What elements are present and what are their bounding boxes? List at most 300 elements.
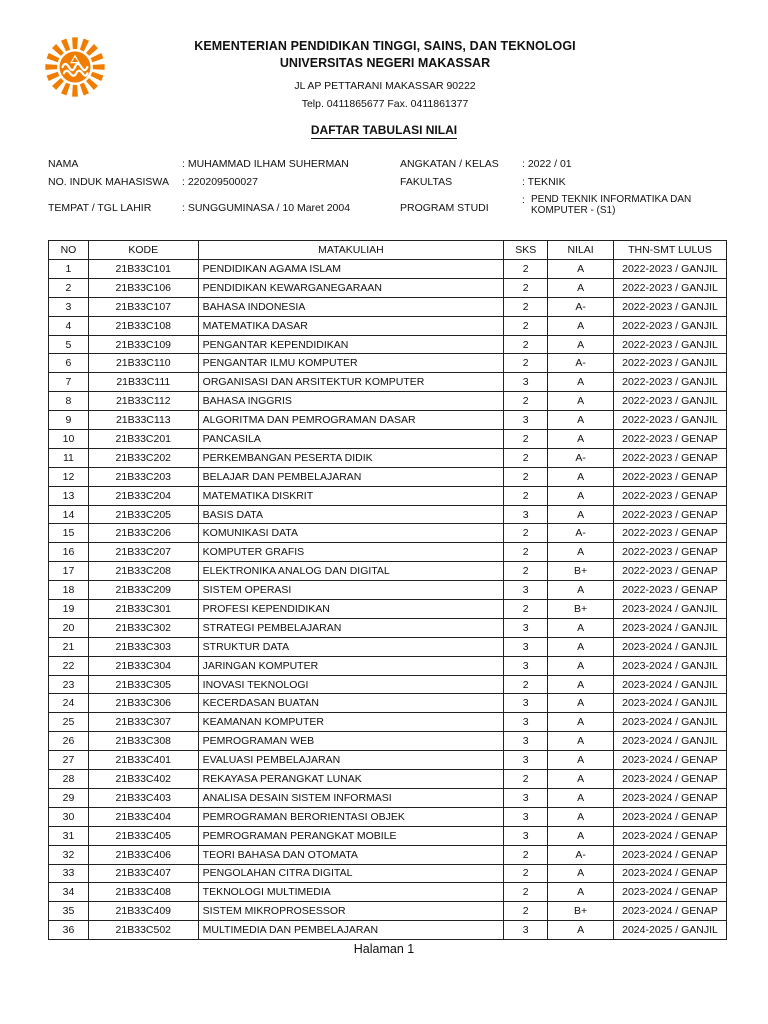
cell-thn-smt: 2023-2024 / GENAP xyxy=(614,883,727,902)
cell-no: 17 xyxy=(49,562,89,581)
logo-ray xyxy=(72,37,78,49)
cell-nilai: A xyxy=(548,713,614,732)
cell-matakuliah: PENGOLAHAN CITRA DIGITAL xyxy=(198,864,504,883)
logo-ray xyxy=(52,78,64,90)
cell-thn-smt: 2023-2024 / GENAP xyxy=(614,864,727,883)
cell-nilai: A xyxy=(548,505,614,524)
cell-kode: 21B33C403 xyxy=(88,788,198,807)
cell-kode: 21B33C201 xyxy=(88,430,198,449)
cell-sks: 2 xyxy=(504,845,548,864)
cell-kode: 21B33C113 xyxy=(88,411,198,430)
cell-kode: 21B33C111 xyxy=(88,373,198,392)
table-row xyxy=(49,297,727,316)
cell-matakuliah: BASIS DATA xyxy=(198,505,504,524)
header-thn-smt: THN-SMT LULUS xyxy=(614,241,727,260)
cell-sks: 2 xyxy=(504,524,548,543)
table-row xyxy=(49,845,727,864)
fakultas-label: FAKULTAS xyxy=(400,176,453,188)
cell-thn-smt: 2023-2024 / GENAP xyxy=(614,902,727,921)
cell-nilai: A xyxy=(548,278,614,297)
cell-thn-smt: 2022-2023 / GENAP xyxy=(614,562,727,581)
table-row xyxy=(49,902,727,921)
cell-kode: 21B33C401 xyxy=(88,751,198,770)
cell-matakuliah: PEMROGRAMAN WEB xyxy=(198,732,504,751)
cell-matakuliah: BAHASA INDONESIA xyxy=(198,297,504,316)
cell-thn-smt: 2023-2024 / GENAP xyxy=(614,751,727,770)
cell-nilai: A xyxy=(548,486,614,505)
cell-nilai: A xyxy=(548,618,614,637)
cell-nilai: A xyxy=(548,675,614,694)
cell-no: 3 xyxy=(49,297,89,316)
cell-kode: 21B33C502 xyxy=(88,921,198,940)
table-row xyxy=(49,751,727,770)
logo-ray xyxy=(91,53,104,62)
logo-ray xyxy=(45,64,57,70)
table-row xyxy=(49,807,727,826)
cell-matakuliah: PROFESI KEPENDIDIKAN xyxy=(198,600,504,619)
cell-matakuliah: MATEMATIKA DISKRIT xyxy=(198,486,504,505)
cell-nilai: A xyxy=(548,921,614,940)
header-no: NO xyxy=(49,241,89,260)
name-label: NAMA xyxy=(48,158,79,170)
table-row xyxy=(49,694,727,713)
cell-kode: 21B33C107 xyxy=(88,297,198,316)
cell-kode: 21B33C407 xyxy=(88,864,198,883)
cell-sks: 3 xyxy=(504,505,548,524)
cell-sks: 2 xyxy=(504,883,548,902)
logo-ray xyxy=(80,83,89,96)
table-row xyxy=(49,600,727,619)
info-row-nim xyxy=(48,176,728,194)
cell-no: 34 xyxy=(49,883,89,902)
cell-nilai: A xyxy=(548,335,614,354)
cell-sks: 3 xyxy=(504,411,548,430)
cell-no: 10 xyxy=(49,430,89,449)
cell-sks: 2 xyxy=(504,543,548,562)
cell-kode: 21B33C306 xyxy=(88,694,198,713)
table-row xyxy=(49,732,727,751)
cell-matakuliah: KOMPUTER GRAFIS xyxy=(198,543,504,562)
cell-matakuliah: PENGANTAR ILMU KOMPUTER xyxy=(198,354,504,373)
cell-nilai: A xyxy=(548,770,614,789)
name-value: : MUHAMMAD ILHAM SUHERMAN xyxy=(182,158,349,170)
cell-kode: 21B33C203 xyxy=(88,467,198,486)
cell-sks: 2 xyxy=(504,335,548,354)
cell-sks: 3 xyxy=(504,694,548,713)
cell-no: 20 xyxy=(49,618,89,637)
grades-table xyxy=(48,240,727,940)
cell-kode: 21B33C106 xyxy=(88,278,198,297)
cell-sks: 3 xyxy=(504,732,548,751)
logo-ray xyxy=(93,64,105,70)
cell-matakuliah: PERKEMBANGAN PESERTA DIDIK xyxy=(198,448,504,467)
cell-kode: 21B33C209 xyxy=(88,581,198,600)
cell-kode: 21B33C405 xyxy=(88,826,198,845)
cell-nilai: A xyxy=(548,637,614,656)
table-row xyxy=(49,543,727,562)
cell-kode: 21B33C208 xyxy=(88,562,198,581)
cell-no: 6 xyxy=(49,354,89,373)
nim-label: NO. INDUK MAHASISWA xyxy=(48,176,169,188)
cell-thn-smt: 2023-2024 / GANJIL xyxy=(614,600,727,619)
cell-matakuliah: TEORI BAHASA DAN OTOMATA xyxy=(198,845,504,864)
cell-matakuliah: JARINGAN KOMPUTER xyxy=(198,656,504,675)
cell-thn-smt: 2023-2024 / GANJIL xyxy=(614,618,727,637)
cell-no: 7 xyxy=(49,373,89,392)
cell-no: 35 xyxy=(49,902,89,921)
cell-thn-smt: 2022-2023 / GANJIL xyxy=(614,278,727,297)
cell-thn-smt: 2023-2024 / GANJIL xyxy=(614,675,727,694)
cell-nilai: A xyxy=(548,411,614,430)
cell-thn-smt: 2022-2023 / GENAP xyxy=(614,486,727,505)
cell-matakuliah: KECERDASAN BUATAN xyxy=(198,694,504,713)
cell-nilai: A- xyxy=(548,297,614,316)
cell-kode: 21B33C404 xyxy=(88,807,198,826)
logo-ray xyxy=(52,44,64,56)
cell-matakuliah: REKAYASA PERANGKAT LUNAK xyxy=(198,770,504,789)
cell-no: 30 xyxy=(49,807,89,826)
ministry-name: KEMENTERIAN PENDIDIKAN TINGGI, SAINS, DAN TEKNOLOGI xyxy=(194,39,576,53)
cell-no: 14 xyxy=(49,505,89,524)
cell-matakuliah: EVALUASI PEMBELAJARAN xyxy=(198,751,504,770)
cell-no: 2 xyxy=(49,278,89,297)
table-row xyxy=(49,713,727,732)
cell-matakuliah: KEAMANAN KOMPUTER xyxy=(198,713,504,732)
page-number: Halaman 1 xyxy=(353,942,415,956)
prodi-text: PEND TEKNIK INFORMATIKA DAN KOMPUTER - (S1) xyxy=(531,194,692,216)
cell-sks: 2 xyxy=(504,448,548,467)
cell-nilai: A xyxy=(548,807,614,826)
cell-sks: 2 xyxy=(504,675,548,694)
cell-kode: 21B33C301 xyxy=(88,600,198,619)
table-row xyxy=(49,505,727,524)
cell-sks: 2 xyxy=(504,562,548,581)
cell-matakuliah: PEMROGRAMAN BERORIENTASI OBJEK xyxy=(198,807,504,826)
cell-no: 23 xyxy=(49,675,89,694)
logo-ray xyxy=(72,85,78,97)
cell-nilai: A xyxy=(548,883,614,902)
cell-matakuliah: INOVASI TEKNOLOGI xyxy=(198,675,504,694)
cell-kode: 21B33C112 xyxy=(88,392,198,411)
header-sks: SKS xyxy=(504,241,548,260)
cell-matakuliah: SISTEM MIKROPROSESSOR xyxy=(198,902,504,921)
cell-no: 15 xyxy=(49,524,89,543)
table-row xyxy=(49,392,727,411)
table-row xyxy=(49,260,727,279)
cell-kode: 21B33C409 xyxy=(88,902,198,921)
cell-matakuliah: PEMROGRAMAN PERANGKAT MOBILE xyxy=(198,826,504,845)
document-title-text: DAFTAR TABULASI NILAI xyxy=(310,123,458,137)
cell-thn-smt: 2023-2024 / GANJIL xyxy=(614,694,727,713)
cell-matakuliah: STRUKTUR DATA xyxy=(198,637,504,656)
cell-kode: 21B33C110 xyxy=(88,354,198,373)
cell-sks: 2 xyxy=(504,902,548,921)
cell-sks: 2 xyxy=(504,467,548,486)
cell-sks: 3 xyxy=(504,618,548,637)
university-address: JL AP PETTARANI MAKASSAR 90222 xyxy=(294,80,476,92)
cell-thn-smt: 2023-2024 / GANJIL xyxy=(614,637,727,656)
document-title xyxy=(0,123,768,137)
cell-kode: 21B33C408 xyxy=(88,883,198,902)
cell-no: 16 xyxy=(49,543,89,562)
cell-sks: 3 xyxy=(504,921,548,940)
cell-nilai: B+ xyxy=(548,600,614,619)
cell-sks: 2 xyxy=(504,278,548,297)
cell-nilai: A xyxy=(548,788,614,807)
cell-matakuliah: KOMUNIKASI DATA xyxy=(198,524,504,543)
cell-thn-smt: 2022-2023 / GENAP xyxy=(614,448,727,467)
cell-thn-smt: 2023-2024 / GENAP xyxy=(614,845,727,864)
cell-no: 4 xyxy=(49,316,89,335)
cell-sks: 3 xyxy=(504,637,548,656)
table-row xyxy=(49,467,727,486)
table-row xyxy=(49,448,727,467)
table-row xyxy=(49,562,727,581)
birth-label: TEMPAT / TGL LAHIR xyxy=(48,202,152,214)
cell-thn-smt: 2023-2024 / GENAP xyxy=(614,788,727,807)
table-row xyxy=(49,864,727,883)
cell-matakuliah: PANCASILA xyxy=(198,430,504,449)
cell-no: 18 xyxy=(49,581,89,600)
cell-thn-smt: 2022-2023 / GENAP xyxy=(614,505,727,524)
table-row xyxy=(49,921,727,940)
cell-no: 26 xyxy=(49,732,89,751)
cell-thn-smt: 2022-2023 / GANJIL xyxy=(614,297,727,316)
cell-nilai: A xyxy=(548,543,614,562)
table-row xyxy=(49,354,727,373)
cell-matakuliah: ORGANISASI DAN ARSITEKTUR KOMPUTER xyxy=(198,373,504,392)
cell-sks: 2 xyxy=(504,354,548,373)
cell-kode: 21B33C204 xyxy=(88,486,198,505)
cell-sks: 3 xyxy=(504,807,548,826)
cell-nilai: A xyxy=(548,694,614,713)
cell-no: 36 xyxy=(49,921,89,940)
cell-no: 8 xyxy=(49,392,89,411)
cell-sks: 3 xyxy=(504,751,548,770)
cell-no: 19 xyxy=(49,600,89,619)
cell-thn-smt: 2022-2023 / GENAP xyxy=(614,543,727,562)
logo-ray xyxy=(86,78,98,90)
table-row xyxy=(49,524,727,543)
cell-no: 1 xyxy=(49,260,89,279)
angkatan-label: ANGKATAN / KELAS xyxy=(400,158,499,170)
cell-no: 24 xyxy=(49,694,89,713)
info-row-birth xyxy=(48,194,728,222)
cell-no: 5 xyxy=(49,335,89,354)
cell-sks: 2 xyxy=(504,297,548,316)
cell-kode: 21B33C202 xyxy=(88,448,198,467)
cell-sks: 2 xyxy=(504,260,548,279)
cell-nilai: A xyxy=(548,260,614,279)
cell-nilai: A xyxy=(548,467,614,486)
cell-sks: 2 xyxy=(504,770,548,789)
cell-matakuliah: PENDIDIKAN KEWARGANEGARAAN xyxy=(198,278,504,297)
cell-nilai: A- xyxy=(548,524,614,543)
cell-thn-smt: 2022-2023 / GENAP xyxy=(614,581,727,600)
prodi-label: PROGRAM STUDI xyxy=(400,202,489,214)
table-row xyxy=(49,788,727,807)
table-row xyxy=(49,826,727,845)
cell-nilai: A xyxy=(548,581,614,600)
logo-ray xyxy=(61,39,70,52)
cell-kode: 21B33C305 xyxy=(88,675,198,694)
table-header-row xyxy=(49,241,727,260)
table-row xyxy=(49,373,727,392)
cell-thn-smt: 2023-2024 / GENAP xyxy=(614,807,727,826)
cell-nilai: B+ xyxy=(548,562,614,581)
cell-no: 13 xyxy=(49,486,89,505)
cell-nilai: A xyxy=(548,316,614,335)
table-row xyxy=(49,883,727,902)
cell-no: 25 xyxy=(49,713,89,732)
cell-kode: 21B33C308 xyxy=(88,732,198,751)
logo-ray xyxy=(61,83,70,96)
cell-kode: 21B33C302 xyxy=(88,618,198,637)
cell-nilai: A xyxy=(548,392,614,411)
fakultas-value: : TEKNIK xyxy=(522,176,566,188)
cell-sks: 3 xyxy=(504,373,548,392)
cell-sks: 3 xyxy=(504,581,548,600)
grades-table-body xyxy=(49,260,727,940)
cell-kode: 21B33C303 xyxy=(88,637,198,656)
cell-sks: 2 xyxy=(504,392,548,411)
cell-thn-smt: 2022-2023 / GANJIL xyxy=(614,354,727,373)
cell-matakuliah: ANALISA DESAIN SISTEM INFORMASI xyxy=(198,788,504,807)
cell-thn-smt: 2023-2024 / GANJIL xyxy=(614,732,727,751)
cell-sks: 2 xyxy=(504,430,548,449)
cell-nilai: A xyxy=(548,826,614,845)
cell-sks: 2 xyxy=(504,486,548,505)
cell-thn-smt: 2022-2023 / GANJIL xyxy=(614,373,727,392)
table-row xyxy=(49,278,727,297)
cell-thn-smt: 2023-2024 / GANJIL xyxy=(614,656,727,675)
cell-matakuliah: MATEMATIKA DASAR xyxy=(198,316,504,335)
cell-matakuliah: PENDIDIKAN AGAMA ISLAM xyxy=(198,260,504,279)
cell-nilai: A- xyxy=(548,354,614,373)
cell-no: 28 xyxy=(49,770,89,789)
cell-thn-smt: 2023-2024 / GENAP xyxy=(614,770,727,789)
cell-nilai: A- xyxy=(548,448,614,467)
logo-ray xyxy=(80,39,89,52)
university-logo-icon xyxy=(44,36,106,98)
cell-matakuliah: STRATEGI PEMBELAJARAN xyxy=(198,618,504,637)
cell-no: 21 xyxy=(49,637,89,656)
table-row xyxy=(49,581,727,600)
table-row xyxy=(49,486,727,505)
cell-matakuliah: MULTIMEDIA DAN PEMBELAJARAN xyxy=(198,921,504,940)
cell-sks: 3 xyxy=(504,656,548,675)
cell-thn-smt: 2022-2023 / GANJIL xyxy=(614,392,727,411)
cell-kode: 21B33C406 xyxy=(88,845,198,864)
info-row-name xyxy=(48,158,728,176)
cell-no: 33 xyxy=(49,864,89,883)
cell-matakuliah: PENGANTAR KEPENDIDIKAN xyxy=(198,335,504,354)
cell-no: 12 xyxy=(49,467,89,486)
student-info xyxy=(48,158,728,222)
cell-kode: 21B33C304 xyxy=(88,656,198,675)
cell-nilai: A xyxy=(548,751,614,770)
cell-thn-smt: 2022-2023 / GANJIL xyxy=(614,316,727,335)
cell-sks: 3 xyxy=(504,826,548,845)
cell-no: 22 xyxy=(49,656,89,675)
cell-sks: 2 xyxy=(504,864,548,883)
nim-value: : 220209500027 xyxy=(182,176,258,188)
cell-kode: 21B33C205 xyxy=(88,505,198,524)
cell-thn-smt: 2022-2023 / GANJIL xyxy=(614,411,727,430)
header-matakuliah: MATAKULIAH xyxy=(198,241,504,260)
cell-matakuliah: ELEKTRONIKA ANALOG DAN DIGITAL xyxy=(198,562,504,581)
logo-ray xyxy=(91,72,104,81)
prodi-colon: : xyxy=(522,194,525,206)
cell-thn-smt: 2024-2025 / GANJIL xyxy=(614,921,727,940)
table-row xyxy=(49,770,727,789)
table-row xyxy=(49,411,727,430)
cell-matakuliah: SISTEM OPERASI xyxy=(198,581,504,600)
table-row xyxy=(49,618,727,637)
cell-kode: 21B33C206 xyxy=(88,524,198,543)
cell-nilai: B+ xyxy=(548,902,614,921)
cell-thn-smt: 2023-2024 / GANJIL xyxy=(614,713,727,732)
cell-no: 32 xyxy=(49,845,89,864)
header-nilai: NILAI xyxy=(548,241,614,260)
cell-matakuliah: TEKNOLOGI MULTIMEDIA xyxy=(198,883,504,902)
birth-value: : SUNGGUMINASA / 10 Maret 2004 xyxy=(182,202,351,214)
university-phone: Telp. 0411865677 Fax. 0411861377 xyxy=(301,98,469,110)
letterhead xyxy=(150,38,620,112)
cell-no: 9 xyxy=(49,411,89,430)
cell-nilai: A xyxy=(548,864,614,883)
header-kode: KODE xyxy=(88,241,198,260)
cell-no: 31 xyxy=(49,826,89,845)
cell-sks: 2 xyxy=(504,316,548,335)
cell-sks: 3 xyxy=(504,788,548,807)
table-row xyxy=(49,430,727,449)
table-row xyxy=(49,675,727,694)
logo-ray xyxy=(47,53,60,62)
table-row xyxy=(49,656,727,675)
cell-nilai: A xyxy=(548,373,614,392)
cell-thn-smt: 2022-2023 / GENAP xyxy=(614,467,727,486)
logo-ray xyxy=(47,72,60,81)
table-row xyxy=(49,316,727,335)
cell-kode: 21B33C101 xyxy=(88,260,198,279)
cell-kode: 21B33C109 xyxy=(88,335,198,354)
cell-kode: 21B33C307 xyxy=(88,713,198,732)
cell-kode: 21B33C402 xyxy=(88,770,198,789)
table-row xyxy=(49,335,727,354)
logo-ray xyxy=(86,44,98,56)
cell-kode: 21B33C108 xyxy=(88,316,198,335)
cell-sks: 2 xyxy=(504,600,548,619)
table-row xyxy=(49,637,727,656)
cell-thn-smt: 2022-2023 / GANJIL xyxy=(614,260,727,279)
cell-sks: 3 xyxy=(504,713,548,732)
cell-thn-smt: 2022-2023 / GENAP xyxy=(614,524,727,543)
cell-thn-smt: 2022-2023 / GANJIL xyxy=(614,335,727,354)
cell-kode: 21B33C207 xyxy=(88,543,198,562)
cell-matakuliah: BAHASA INGGRIS xyxy=(198,392,504,411)
cell-nilai: A xyxy=(548,430,614,449)
angkatan-value: : 2022 / 01 xyxy=(522,158,572,170)
cell-nilai: A xyxy=(548,732,614,751)
cell-matakuliah: BELAJAR DAN PEMBELAJARAN xyxy=(198,467,504,486)
cell-nilai: A xyxy=(548,656,614,675)
cell-thn-smt: 2023-2024 / GENAP xyxy=(614,826,727,845)
cell-no: 29 xyxy=(49,788,89,807)
university-name: UNIVERSITAS NEGERI MAKASSAR xyxy=(279,56,491,70)
cell-no: 27 xyxy=(49,751,89,770)
cell-no: 11 xyxy=(49,448,89,467)
